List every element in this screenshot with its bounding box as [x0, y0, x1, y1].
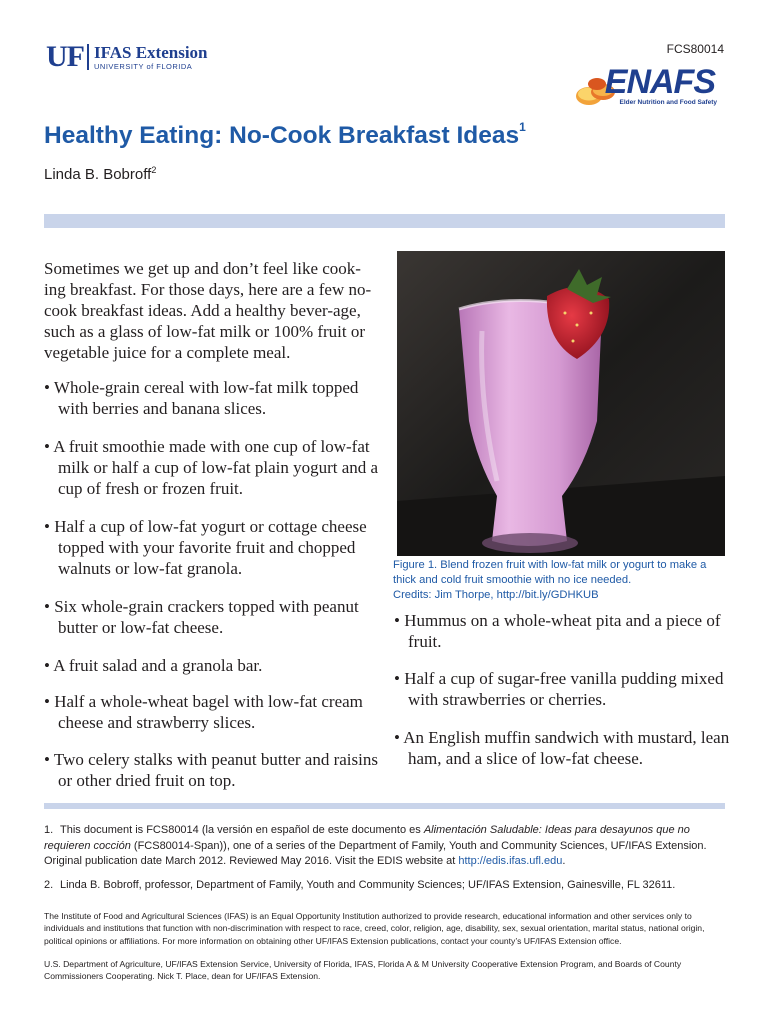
header-band: [44, 214, 725, 228]
logo-divider: [87, 44, 89, 70]
cooperation-statement: U.S. Department of Agriculture, UF/IFAS Extension Service, University of Florida, IFAS, Florida A & M University Cooperative Extension Program, and Boards of County Commissioners Cooperating. Nick T. Place, dean for UF/IFAS Extension.: [44, 959, 682, 982]
edis-link[interactable]: http://edis.ifas.ufl.edu: [458, 855, 563, 867]
caption-text: Figure 1. Blend frozen fruit with low-fat milk or yogurt to make a thick and cold fruit smoothie with no ice needed.: [393, 559, 707, 586]
page-title: [44, 122, 526, 150]
footnote-text: Linda B. Bobroff, professor, Department of Family, Youth and Community Sciences; UF/IFAS Extension, Gainesville, FL 32611.: [60, 879, 676, 891]
title-text: Healthy Eating: No-Cook Breakfast Ideas: [44, 122, 520, 149]
smoothie-photo: [397, 251, 725, 556]
footnote-text-cont: (FCS80014-Span)), one of a series of the Department of Family, Youth and Community Sciences, UF/IFAS Extension. Original publication date March 2012. Reviewed May 2016. Visit the EDIS website at: [44, 839, 707, 867]
list-item: • Half a whole-wheat bagel with low-fat cream cheese and strawberry slices.: [44, 692, 363, 732]
author-footnote-mark: 2: [151, 165, 157, 175]
footnote-end: .: [562, 855, 566, 867]
enafs-logo: [575, 64, 725, 110]
uf-ifas-logo: [46, 42, 208, 72]
org-name: IFAS Extension: [94, 42, 208, 62]
equal-opportunity-statement: The Institute of Food and Agricultural Sciences (IFAS) is an Equal Opportunity Institution authorized to provide research, educational information and other services only to individuals and institutions that function with non-discrimination with respect to race, creed, color, religion, age, disability, sex, sexual orientation, marital status, national origin, political opinions or affiliations. For more information on obtaining other UF/IFAS Extension publications, contact your county’s UF/IFAS Extension office.: [44, 911, 705, 946]
figure-caption: [393, 558, 729, 603]
smoothie-image: [397, 251, 725, 556]
author-name: Linda B. Bobroff: [44, 166, 152, 183]
list-item: • Whole-grain cereal with low-fat milk topped with berries and banana slices.: [44, 378, 359, 418]
document-id: FCS80014: [666, 42, 724, 56]
list-item: • A fruit smoothie made with one cup of low-fat milk or half a cup of low-fat plain yogurt and a cup of fresh or frozen fruit.: [44, 437, 379, 498]
footer-rule: [44, 803, 725, 809]
list-item: • Half a cup of sugar-free vanilla pudding mixed with strawberries or cherries.: [394, 669, 724, 709]
enafs-tagline: Elder Nutrition and Food Safety: [619, 99, 717, 106]
footnote-text: This document is FCS80014 (la versión en español de este documento es: [60, 824, 424, 836]
uf-mark: UF: [46, 40, 84, 73]
enafs-wordmark: ENAFS: [604, 63, 715, 101]
university-name: UNIVERSITY of FLORIDA: [94, 61, 193, 71]
list-item: • An English muffin sandwich with mustard, lean ham, and a slice of low-fat cheese.: [394, 728, 730, 768]
intro-paragraph: Sometimes we get up and don’t feel like cook-ing breakfast. For those days, here are a few no-cook breakfast ideas. Add a healthy bever-age, such as a glass of low-fat milk or 100% fruit or vegetable juice for a complete meal.: [44, 259, 372, 362]
list-item: • Hummus on a whole-wheat pita and a piece of fruit.: [394, 611, 721, 651]
list-item: • A fruit salad and a granola bar.: [44, 656, 263, 675]
footnote-number: 1.: [44, 824, 54, 836]
title-footnote-mark: 1: [519, 120, 526, 134]
footnote-1: [44, 823, 725, 870]
author: [44, 165, 156, 183]
footnote-spanish-title: Alimentación Saludable: Ideas para desayunos que no requieren cocción: [44, 824, 690, 852]
caption-credits: Credits: Jim Thorpe, http://bit.ly/GDHKUB: [393, 589, 599, 601]
list-item: • Six whole-grain crackers topped with peanut butter or low-fat cheese.: [44, 597, 359, 637]
logo-text: [94, 44, 208, 71]
list-item: • Two celery stalks with peanut butter and raisins or other dried fruit on top.: [44, 750, 378, 790]
footnote-number: 2.: [44, 879, 54, 891]
list-item: • Half a cup of low-fat yogurt or cottage cheese topped with your favorite fruit and chopped walnuts or low-fat granola.: [44, 517, 367, 578]
footnote-2: [44, 878, 725, 894]
